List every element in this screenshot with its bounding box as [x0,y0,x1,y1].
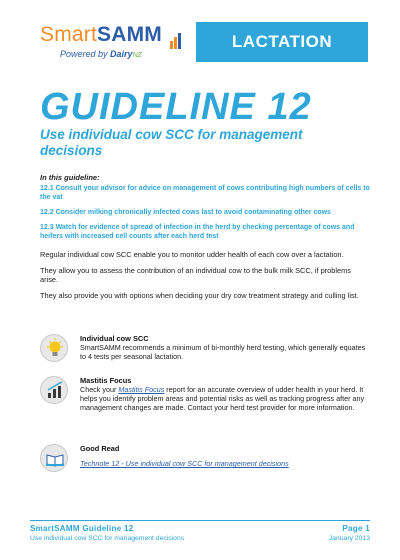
info-heading: Individual cow SCC [80,334,149,343]
info-heading: Mastitis Focus [80,376,132,385]
info-text [80,444,372,471]
info-text [80,334,372,361]
guideline-item: 12.3 Watch for evidence of spread of infection in the herd by checking percentage of cows and heifers with increased cell counts after each herd test [40,224,355,240]
guideline-item: 12.2 Consider milking chronically infected cows last to avoid contaminating other cows [40,209,331,216]
info-text [80,376,372,412]
chart-icon [40,376,68,404]
mastitis-focus-link[interactable]: Mastitis Focus [118,385,165,394]
info-description: Check your Mastitis Focus report for an accurate overview of udder health in your herd. It helps you identify problem areas and potential risks as well as tracking progress after any management changes are made. Contact your herd test provider for more information. [80,385,365,412]
logo-samm: SAMM [97,23,162,46]
info-description: SmartSAMM recommends a minimum of bi-monthly herd testing, which generally equates to 4 tests per seasonal lactation. [80,343,366,361]
body-paragraph: They also provide you with options when deciding your dry cow treatment strategy and culling list. [40,291,359,300]
guideline-item: 12.1 Consult your advisor for advice on management of cows contributing high numbers of cells to the vat [40,185,370,201]
book-icon [40,444,68,472]
page-number: Page 1 [342,524,370,533]
footer-subtitle: Use individual cow SCC for management decisions [30,535,185,542]
body-paragraph: They allow you to assess the contribution of an individual cow to the bulk milk SCC, if problems arise. [40,266,351,284]
info-mastitis-focus [40,376,370,436]
in-this-guideline-label: In this guideline: [40,173,100,182]
info-heading: Good Read [80,444,120,453]
guideline-items [40,184,370,247]
logo-smart: Smart [40,23,98,46]
lightbulb-icon [40,334,68,362]
logo-wordmark [40,24,182,49]
info-good-read [40,444,370,484]
info-individual-cow-scc [40,334,370,374]
section-tag: LACTATION [196,22,368,62]
page-title: GUIDELINE 12 [40,86,312,128]
footer-date: January 2013 [328,535,370,542]
footer-divider [30,520,370,521]
page-subtitle: Use individual cow SCC for management decisions [40,127,303,158]
logo-bars-icon [170,27,182,49]
page-header [0,0,400,70]
footer-right [329,524,370,543]
logo-tagline: Powered by DairyNZ [60,49,142,59]
footer-left [30,524,184,543]
technote-link[interactable]: Technote 12 - Use individual cow SCC for management decisions [80,459,289,468]
body-paragraph: Regular individual cow SCC enable you to monitor udder health of each cow over a lactation. [40,250,344,259]
footer-title: SmartSAMM Guideline 12 [30,524,134,533]
body-text [40,250,370,307]
smartsamm-logo [40,24,182,59]
